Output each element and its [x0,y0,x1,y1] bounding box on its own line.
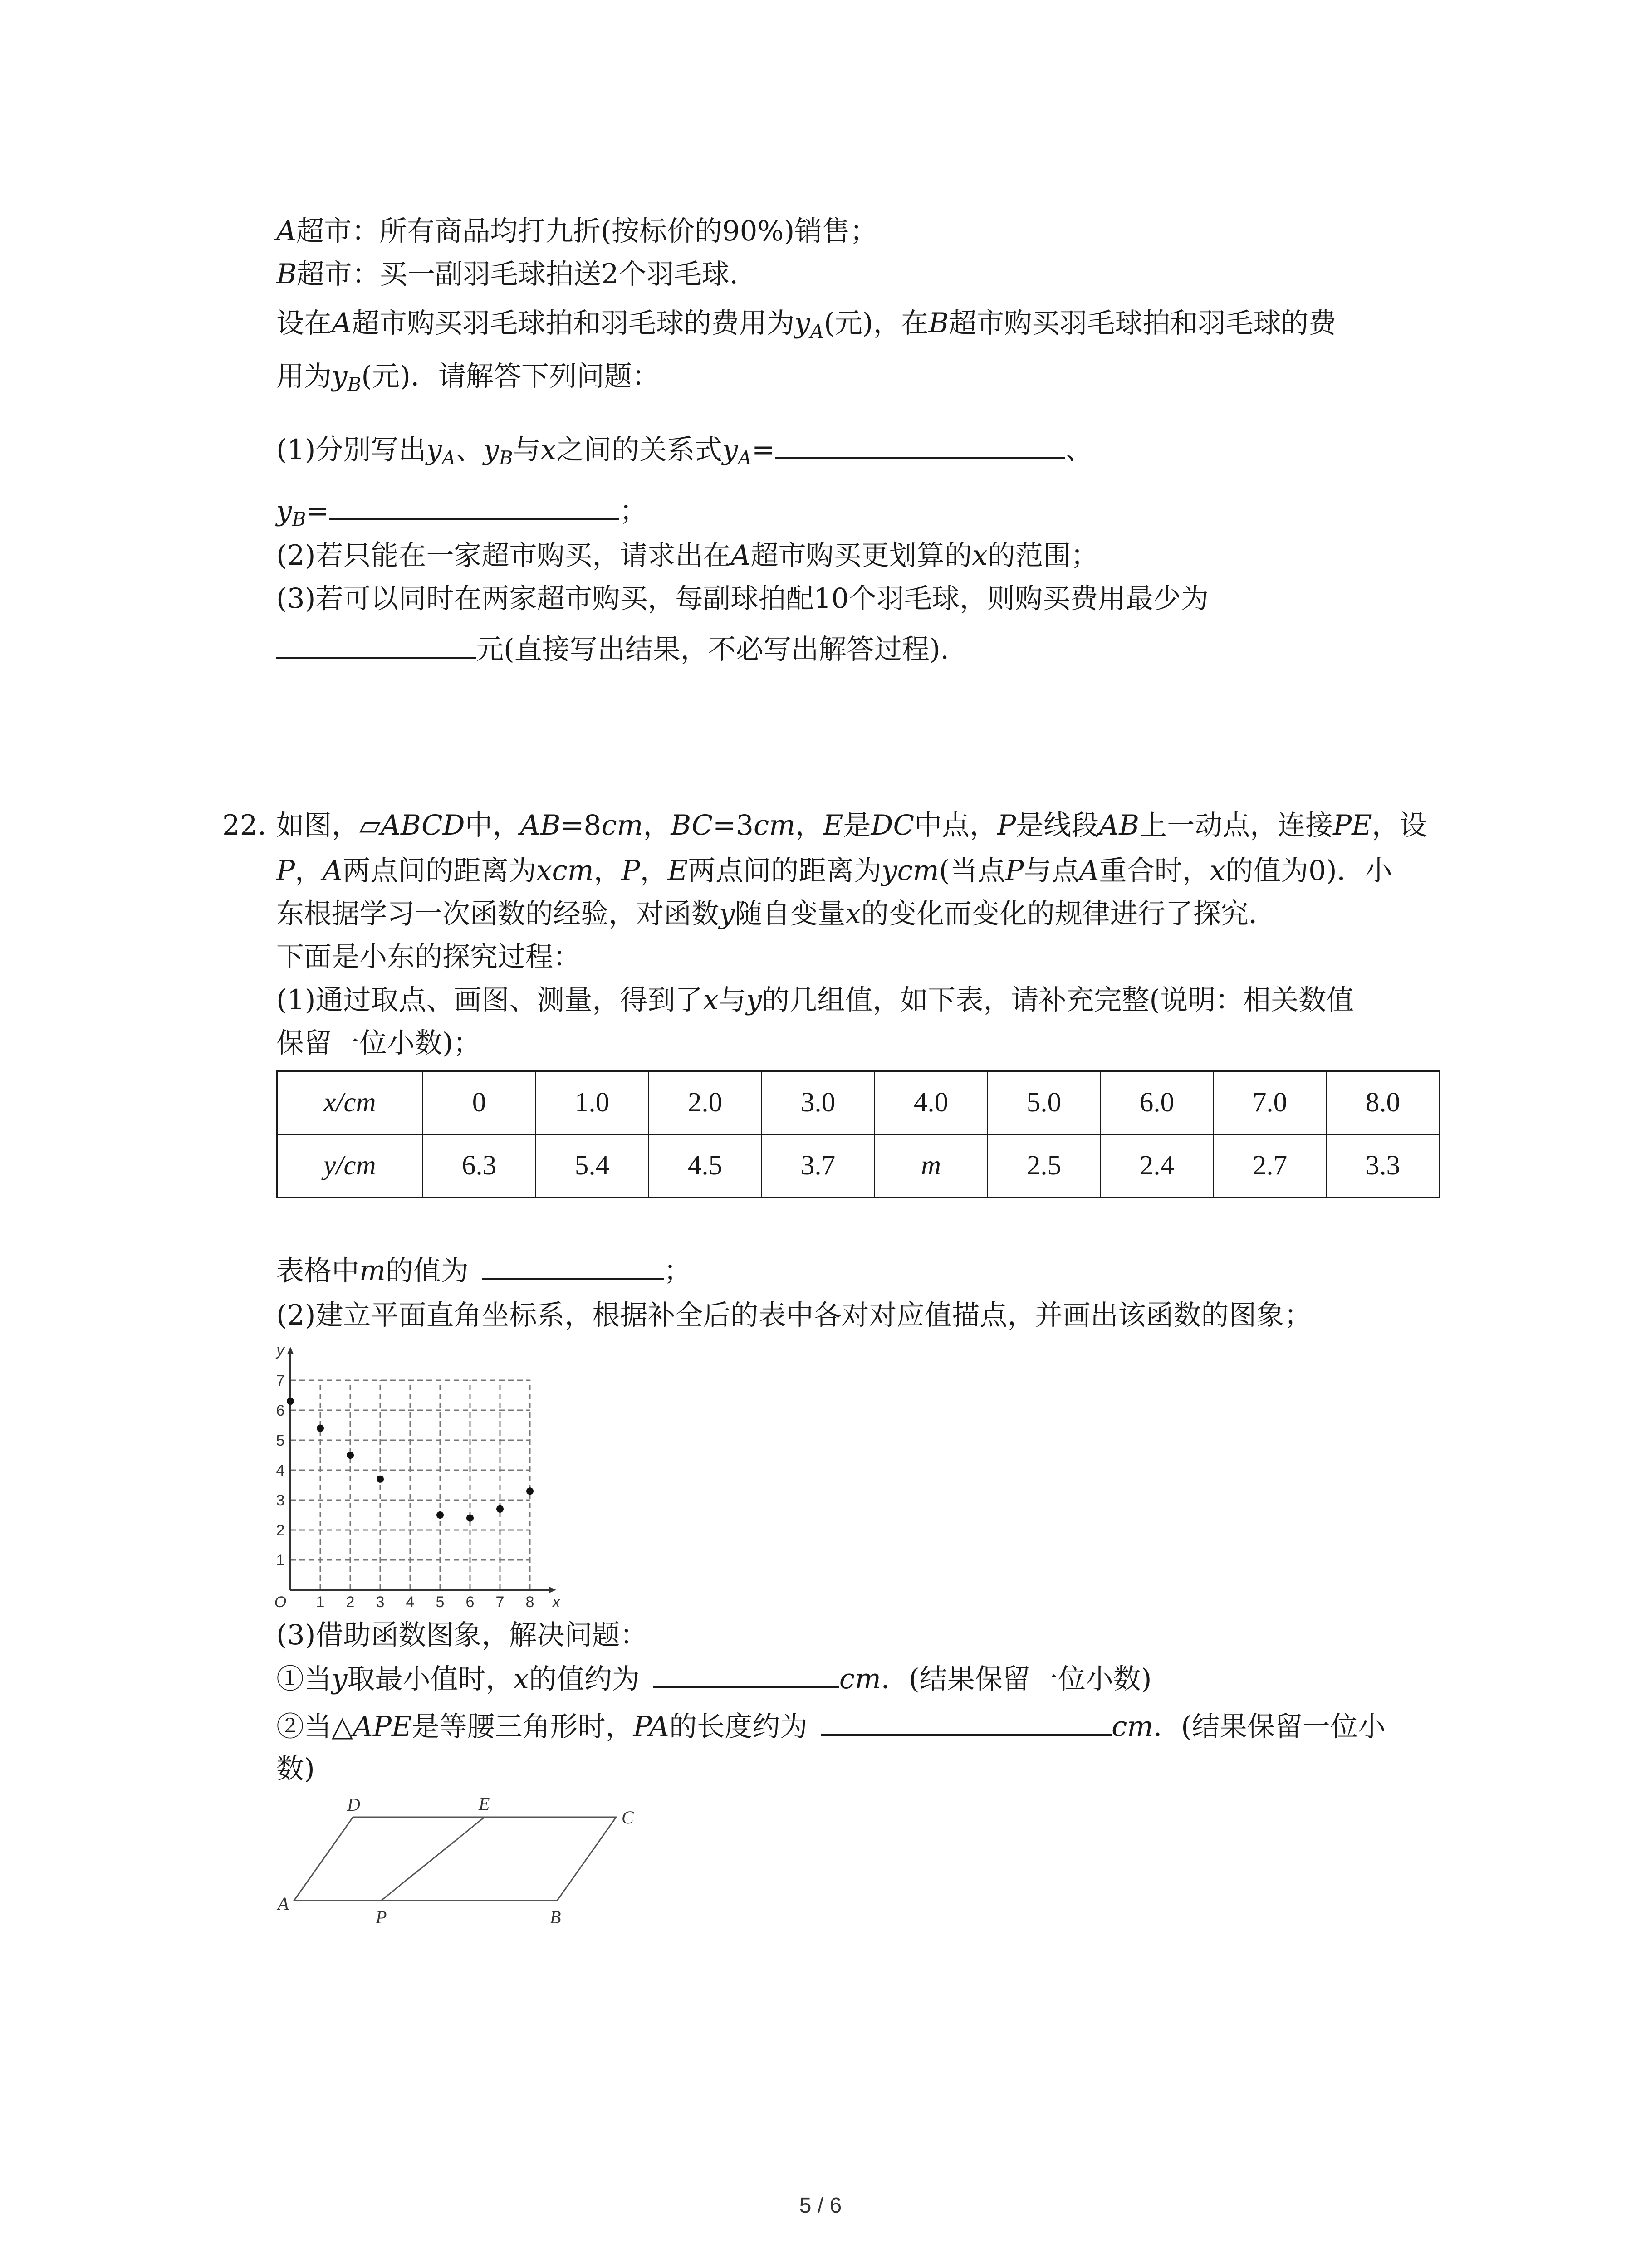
subscript: A [810,320,824,342]
scatter-plot [272,1338,590,1610]
var: E [823,809,843,841]
text: ②当△ [276,1711,353,1743]
text: 重合时， [1099,855,1210,887]
text: ， [640,855,668,887]
text: (元)，在 [823,307,929,339]
table-cell: 4.5 [649,1134,762,1198]
text: 的值为 [385,1255,469,1287]
text: 与点 [1024,855,1079,887]
q21-part3-line-1 [276,581,1209,617]
x-tick-label: 8 [525,1593,534,1610]
plot-ticks [274,1342,561,1610]
text: 的几组值，如下表，请补充完整(说明：相关数值 [762,984,1354,1016]
x-tick-label: 3 [376,1593,385,1610]
label-e: E [479,1796,490,1814]
var: x [513,1663,529,1695]
text: ， [593,855,622,887]
table-cell: 2.7 [1214,1134,1327,1198]
var: x [540,434,557,466]
var: y [794,307,810,339]
answer-blank-m[interactable] [482,1252,664,1280]
var: A [730,539,751,572]
q21-part3-line-2 [276,631,949,668]
text: 表格中 [276,1255,360,1287]
subscript: B [292,508,306,530]
q22-line-1 [276,807,1427,844]
var: P [276,855,295,887]
x-axis-arrow-icon [549,1587,556,1593]
y-tick-label: 4 [276,1462,285,1479]
text: ； [619,495,647,527]
text: 的长度约为 [669,1711,808,1743]
x-tick-label: 6 [465,1593,475,1610]
market-b-line [276,256,738,293]
var: x [845,898,861,930]
q22-part1-line-2: 保留一位小数)； [276,1027,481,1059]
var: A [332,307,352,339]
table-cell: 5.4 [536,1134,649,1198]
text: 中点， [914,809,998,841]
text: ； [663,1255,691,1287]
text: 是等腰三角形时， [411,1711,633,1743]
data-point [466,1515,474,1522]
data-point [496,1505,504,1513]
table-cell: 6.0 [1101,1071,1214,1134]
text: ， [643,809,671,841]
text: ， [795,809,823,841]
var: A [1079,855,1099,887]
q22-part1-line [276,982,1354,1018]
var: xcm [536,855,594,887]
unit: cm [839,1663,881,1695]
y-tick-label: 2 [276,1522,285,1539]
origin-label: O [274,1593,287,1610]
data-point [377,1476,384,1483]
table-cell: 0 [423,1071,536,1134]
q22-line-4: 下面是小东的探究过程： [276,941,581,973]
table-cell: 3.3 [1327,1134,1440,1198]
label-c: C [622,1807,634,1828]
answer-blank-min-cost[interactable] [276,631,476,659]
var: cm [601,809,643,841]
q22-line-3 [276,896,1276,932]
setup-line-2 [276,358,660,403]
var: P [997,809,1016,841]
table-cell: 2.5 [988,1134,1101,1198]
var: PE [1333,809,1372,841]
var: y [483,434,499,466]
y-tick-label: 1 [276,1552,285,1569]
text: 随自变量 [735,898,846,930]
data-point [317,1425,324,1432]
text: 东根据学习一次函数的经验，对函数 [276,898,720,930]
q22-number: 22. [222,809,267,841]
text: 上一动点，连接 [1139,809,1333,841]
var: APE [353,1711,412,1743]
var: cm [753,809,795,841]
market-b-text: 超市：买一副羽毛球拍送2个羽毛球. [296,258,739,290]
market-a-text: 超市：所有商品均打九折(按标价的90%)销售； [296,215,878,247]
parallelogram-figure [272,1796,662,1932]
market-a-label: A [276,215,297,247]
table-cell: 1.0 [536,1071,649,1134]
y-axis-label: y [276,1342,284,1359]
text: 取最小值时， [347,1663,514,1695]
var: m [359,1255,386,1287]
text: 中， [465,809,520,841]
x-tick-label: 7 [495,1593,505,1610]
x-tick-label: 1 [316,1593,325,1610]
text: 、 [1065,434,1093,466]
table-cell: 3.7 [762,1134,875,1198]
var: y [332,1663,348,1695]
subscript: A [738,447,752,469]
q22-part3-c1-line [276,1660,1152,1697]
plot-grid [290,1380,530,1590]
q22-line-2 [276,853,1392,889]
text: 超市购买羽毛球拍和羽毛球的费用为 [352,307,795,339]
text: 的范围； [987,539,1098,572]
text: 是 [843,809,871,841]
var: PA [633,1711,670,1743]
table-cell: 3.0 [762,1071,875,1134]
subscript: B [499,447,513,469]
text: 之间的关系式 [556,434,723,466]
text: 的值为0)．小 [1225,855,1392,887]
subscript: A [441,447,456,469]
text: ， [295,855,323,887]
q21-part1-yb-line [276,492,647,538]
table-cell: 5.0 [988,1071,1101,1134]
var: x [1210,855,1226,887]
answer-blank-ya[interactable] [775,431,1065,459]
var: P [1005,855,1024,887]
text: 两点间的距离为 [343,855,537,887]
text: 超市购买更划算的 [750,539,972,572]
var: y [746,984,762,1016]
table-cell: x/cm [277,1071,423,1134]
var: P [621,855,640,887]
q21-part2-line [276,538,1098,574]
label-a: A [278,1893,289,1914]
text: 的值约为 [529,1663,640,1695]
text: (1)分别写出 [276,434,426,466]
var: ycm [882,855,939,887]
var: y [722,434,738,466]
table-cell: 4.0 [875,1071,988,1134]
subscript: B [347,373,362,396]
var: x [972,539,988,572]
market-b-label: B [276,258,297,290]
table-row-x [277,1071,1440,1134]
parallelogram-abcd [294,1817,616,1901]
answer-blank-pa[interactable] [821,1708,1112,1736]
unit: cm [1112,1711,1154,1743]
q22-part3-c2-line [276,1708,1386,1745]
label-p: P [376,1907,387,1927]
data-point [287,1398,294,1405]
setup-line-1 [276,305,1336,350]
text: 设在 [276,307,332,339]
y-tick-label: 7 [276,1372,285,1389]
data-point [347,1452,354,1459]
var: AB [1099,809,1140,841]
text: (3)若可以同时在两家超市购买，每副球拍配10个羽毛球，则购买费用最少为 [276,582,1209,615]
y-tick-label: 5 [276,1432,285,1449]
text: (1)通过取点、画图、测量，得到了 [276,984,703,1016]
table-cell: y/cm [277,1134,423,1198]
x-tick-label: 5 [436,1593,445,1610]
text: ①当 [276,1663,332,1695]
page-number: 5 / 6 [799,2194,842,2218]
var: ▱ABCD [359,809,465,841]
text: 是线段 [1016,809,1099,841]
text: 、 [456,434,484,466]
values-table [276,1070,1440,1198]
text: ，设 [1372,809,1427,841]
x-tick-label: 4 [406,1593,415,1610]
var: y [332,360,348,392]
table-cell: 7.0 [1214,1071,1327,1134]
text: ．(结果保留一位小 [1153,1711,1386,1743]
x-axis-label: x [552,1593,560,1610]
text: ．(结果保留一位小数) [881,1663,1152,1695]
x-tick-label: 2 [346,1593,355,1610]
text: 超市购买羽毛球拍和羽毛球的费 [949,307,1337,339]
text: (2)若只能在一家超市购买，请求出在 [276,539,731,572]
var: BC [671,809,713,841]
text: 与 [718,984,746,1016]
market-a-line [276,213,877,249]
text: =8 [560,809,602,841]
var: AB [520,809,561,841]
text: 的变化而变化的规律进行了探究． [861,898,1276,930]
segment-pe [381,1817,485,1901]
table-cell: 2.4 [1101,1134,1214,1198]
text: 元(直接写出结果，不必写出解答过程). [476,633,949,665]
text: 与 [513,434,541,466]
data-point [526,1487,534,1495]
label-b: B [550,1907,561,1927]
var: x [703,984,719,1016]
q22-part2-line: (2)建立平面直角坐标系，根据补全后的表中各对对应值描点，并画出该函数的图象； [276,1299,1312,1331]
var: y [276,495,292,527]
var: DC [871,809,915,841]
var: y [426,434,442,466]
text: (当点 [939,855,1005,887]
text: 用为 [276,360,332,392]
var: A [323,855,343,887]
text: = [306,495,329,527]
label-d: D [347,1796,360,1815]
q22-part3-line: (3)借助函数图象，解决问题： [276,1619,648,1651]
text: 如图， [276,809,360,841]
var: y [719,898,735,930]
data-point [436,1511,444,1519]
table-cell: 2.0 [649,1071,762,1134]
q22-part3-c2-line-2: 数) [276,1753,315,1785]
y-tick-label: 6 [276,1402,285,1419]
m-value-line [276,1252,691,1289]
text: 两点间的距离为 [688,855,882,887]
var: E [667,855,688,887]
var: B [928,307,949,339]
answer-blank-x-min[interactable] [653,1660,839,1688]
text: = [751,434,775,466]
table-cell: 6.3 [423,1134,536,1198]
y-tick-label: 3 [276,1492,285,1509]
table-cell-m: m [875,1134,988,1198]
text: (元)．请解答下列问题： [361,360,660,392]
answer-blank-yb[interactable] [329,492,619,520]
y-axis-arrow-icon [287,1347,294,1354]
table-cell: 8.0 [1327,1071,1440,1134]
q21-part1-line [276,431,1093,476]
text: =3 [713,809,754,841]
table-row-y [277,1134,1440,1198]
